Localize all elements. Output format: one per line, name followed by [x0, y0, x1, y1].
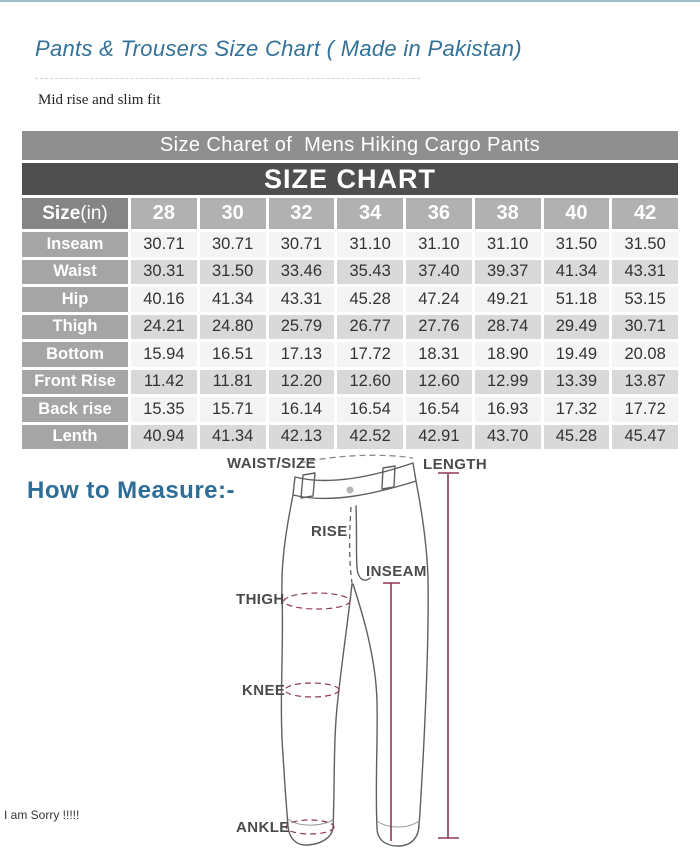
measurement-value: 47.24 [406, 287, 472, 312]
measurement-value: 33.46 [269, 260, 335, 285]
measurement-value: 30.71 [200, 232, 266, 257]
measurement-value: 31.10 [406, 232, 472, 257]
measurement-value: 12.60 [406, 370, 472, 395]
measurement-value: 18.31 [406, 342, 472, 367]
row-label: Waist [22, 260, 128, 285]
measurement-value: 17.32 [544, 397, 610, 422]
measurement-value: 43.31 [612, 260, 678, 285]
measurement-value: 30.71 [612, 315, 678, 340]
row-label: Thigh [22, 315, 128, 340]
measure-section [0, 450, 700, 850]
measure-ellipses [284, 593, 350, 834]
measurement-value: 49.21 [475, 287, 541, 312]
measurement-value: 17.72 [612, 397, 678, 422]
measurement-value: 15.94 [131, 342, 197, 367]
measurement-value: 35.43 [337, 260, 403, 285]
measurement-value: 18.90 [475, 342, 541, 367]
table-row [22, 232, 678, 257]
measurement-value: 43.31 [269, 287, 335, 312]
corner-size-word: Size [42, 202, 81, 224]
measurement-value: 25.79 [269, 315, 335, 340]
knee-ellipse [285, 683, 339, 697]
measurement-value: 30.71 [269, 232, 335, 257]
measurement-value: 41.34 [544, 260, 610, 285]
pants-diagram-svg [0, 450, 700, 850]
measurement-value: 31.10 [337, 232, 403, 257]
measurement-value: 12.60 [337, 370, 403, 395]
measurement-value: 31.50 [544, 232, 610, 257]
thigh-label: THIGH [236, 591, 285, 608]
row-label: Bottom [22, 342, 128, 367]
size-col-header: 38 [475, 198, 541, 229]
measurement-value: 40.94 [131, 425, 197, 450]
measurement-value: 15.71 [200, 397, 266, 422]
inseam-label: INSEAM [366, 563, 427, 580]
measurement-value: 40.16 [131, 287, 197, 312]
size-col-header: 40 [544, 198, 610, 229]
measurement-value: 37.40 [406, 260, 472, 285]
measurement-value: 19.49 [544, 342, 610, 367]
measurement-value: 11.42 [131, 370, 197, 395]
measurement-value: 17.72 [337, 342, 403, 367]
length-label: LENGTH [423, 456, 488, 473]
row-label: Hip [22, 287, 128, 312]
measurement-value: 28.74 [475, 315, 541, 340]
ankle-label: ANKLE [236, 819, 290, 836]
fit-note: Mid rise and slim fit [38, 92, 161, 108]
measurement-value: 53.15 [612, 287, 678, 312]
table-row [22, 342, 678, 367]
corner-unit-word: (in) [80, 202, 108, 224]
row-label: Inseam [22, 232, 128, 257]
size-header-row [22, 198, 678, 229]
size-chart-banner: SIZE CHART [22, 163, 678, 195]
measurement-value: 13.39 [544, 370, 610, 395]
measurement-value: 11.81 [200, 370, 266, 395]
row-label: Back rise [22, 397, 128, 422]
row-label: Front Rise [22, 370, 128, 395]
size-table-body [22, 232, 678, 449]
measurement-value: 45.28 [544, 425, 610, 450]
measurement-value: 16.93 [475, 397, 541, 422]
waist-size-label: WAIST/SIZE [227, 455, 317, 472]
waist-dashed-line [300, 455, 413, 463]
title-separator [35, 78, 420, 79]
measurement-value: 41.34 [200, 425, 266, 450]
measurement-value: 13.87 [612, 370, 678, 395]
measurement-value: 43.70 [475, 425, 541, 450]
thigh-ellipse [284, 593, 350, 609]
measurement-value: 16.51 [200, 342, 266, 367]
measurement-value: 26.77 [337, 315, 403, 340]
measurement-value: 27.76 [406, 315, 472, 340]
pants-outline [281, 463, 428, 846]
table-row [22, 260, 678, 285]
size-col-header: 42 [612, 198, 678, 229]
table-row [22, 397, 678, 422]
page-title: Pants & Trousers Size Chart ( Made in Pakistan) [35, 36, 522, 61]
how-to-measure-heading: How to Measure:- [27, 477, 236, 504]
measurement-value: 42.52 [337, 425, 403, 450]
table-row [22, 370, 678, 395]
ankle-ellipse [286, 820, 334, 834]
measurement-value: 42.13 [269, 425, 335, 450]
measurement-value: 45.47 [612, 425, 678, 450]
rise-label: RISE [311, 523, 348, 540]
table-row [22, 315, 678, 340]
measurement-value: 31.50 [200, 260, 266, 285]
measurement-value: 42.91 [406, 425, 472, 450]
measurement-value: 30.71 [131, 232, 197, 257]
measurement-value: 39.37 [475, 260, 541, 285]
size-col-header: 34 [337, 198, 403, 229]
measurement-value: 20.08 [612, 342, 678, 367]
size-col-header: 32 [269, 198, 335, 229]
size-col-header: 36 [406, 198, 472, 229]
table-row [22, 425, 678, 450]
measurement-value: 16.54 [337, 397, 403, 422]
measurement-value: 31.50 [612, 232, 678, 257]
measurement-value: 16.54 [406, 397, 472, 422]
top-border-line [0, 0, 700, 2]
table-row [22, 287, 678, 312]
measurement-value: 16.14 [269, 397, 335, 422]
measurement-value: 12.99 [475, 370, 541, 395]
size-table [22, 131, 678, 452]
measurement-value: 12.20 [269, 370, 335, 395]
rise-dashed-line [350, 507, 352, 583]
measurement-value: 31.10 [475, 232, 541, 257]
size-unit-header [22, 198, 128, 229]
measurement-value: 24.21 [131, 315, 197, 340]
measurement-value: 24.80 [200, 315, 266, 340]
knee-label: KNEE [242, 682, 286, 699]
table-banner: Size Charet of Mens Hiking Cargo Pants [22, 131, 678, 160]
measurement-value: 29.49 [544, 315, 610, 340]
measurement-value: 30.31 [131, 260, 197, 285]
sorry-note: I am Sorry !!!!! [4, 808, 80, 822]
measurement-value: 17.13 [269, 342, 335, 367]
measurement-value: 45.28 [337, 287, 403, 312]
size-col-header: 30 [200, 198, 266, 229]
measurement-value: 15.35 [131, 397, 197, 422]
measurement-value: 41.34 [200, 287, 266, 312]
row-label: Lenth [22, 425, 128, 450]
measurement-value: 51.18 [544, 287, 610, 312]
size-col-header: 28 [131, 198, 197, 229]
